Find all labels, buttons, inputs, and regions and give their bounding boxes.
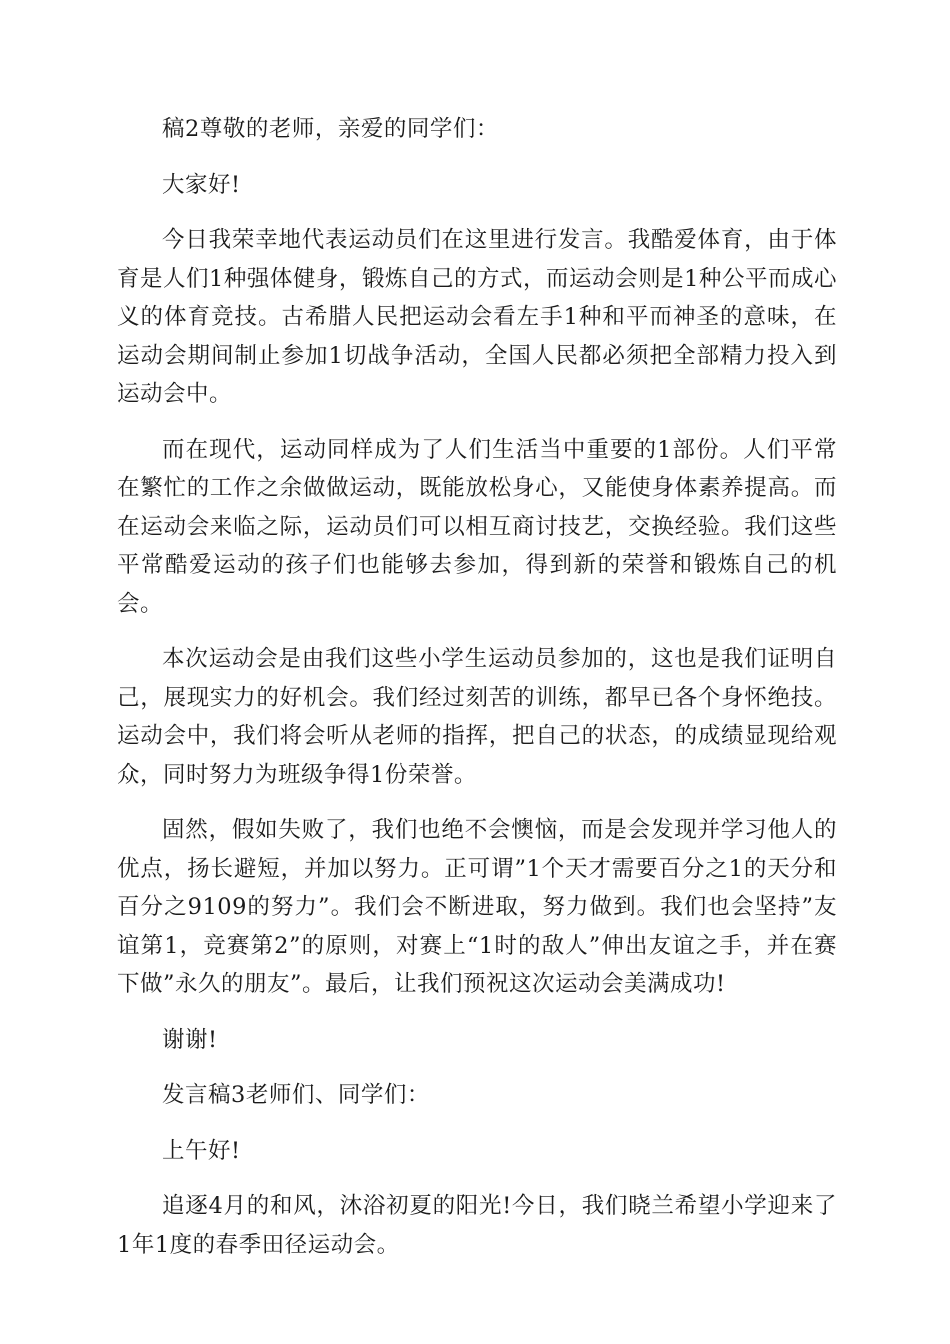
paragraph-salutation: 稿2尊敬的老师，亲爱的同学们： <box>162 116 499 142</box>
paragraph-thanks: 谢谢! <box>162 1026 218 1053</box>
paragraph-speech3-opening: 追逐4月的和风，沐浴初夏的阳光!今日，我们晓兰希望小学迎来了1年1度的春季田径运动会。 <box>117 1193 837 1258</box>
paragraph-modern: 而在现代，运动同样成为了人们生活当中重要的1部份。人们平常在繁忙的工作之余做做运动，既能放松身心，又能使身体素养提高。而在运动会来临之际，运动员们可以相互商讨技艺，交换经验。我们这些平常酷爱运动的孩子们也能够去参加，得到新的荣誉和锻炼自己的机会。 <box>117 436 837 617</box>
paragraph-greeting: 大家好! <box>162 171 241 198</box>
paragraph-speech3-salutation: 发言稿3老师们、同学们： <box>162 1082 430 1108</box>
paragraph-failure: 固然，假如失败了，我们也绝不会懊恼，而是会发现并学习他人的优点，扬长避短，并加以努力。正可谓”1个天才需要百分之1的天分和百分之9109的努力”。我们会不断进取，努力做到。我们也会坚持”友谊第1，竞赛第2”的原则，对赛上“1时的敌人”伸出友谊之手，并在赛下做”永久的朋友”。最后，让我们预祝这次运动会美满成功! <box>117 817 837 997</box>
paragraph-morning-greeting: 上午好! <box>162 1137 241 1164</box>
paragraph-intro: 今日我荣幸地代表运动员们在这里进行发言。我酷爱体育，由于体育是人们1种强体健身，锻炼自己的方式，而运动会则是1种公平而成心义的体育竞技。古希腊人民把运动会看左手1种和平而神圣的意味，在运动会期间制止参加1切战争活动，全国人民都必须把全部精力投入到运动会中。 <box>117 227 837 407</box>
document-body <box>117 110 837 1281</box>
paragraph-this-meet: 本次运动会是由我们这些小学生运动员参加的，这也是我们证明自己，展现实力的好机会。我们经过刻苦的训练，都早已各个身怀绝技。运动会中，我们将会听从老师的指挥，把自己的状态，的成绩显现给观众，同时努力为班级争得1份荣誉。 <box>117 646 837 788</box>
